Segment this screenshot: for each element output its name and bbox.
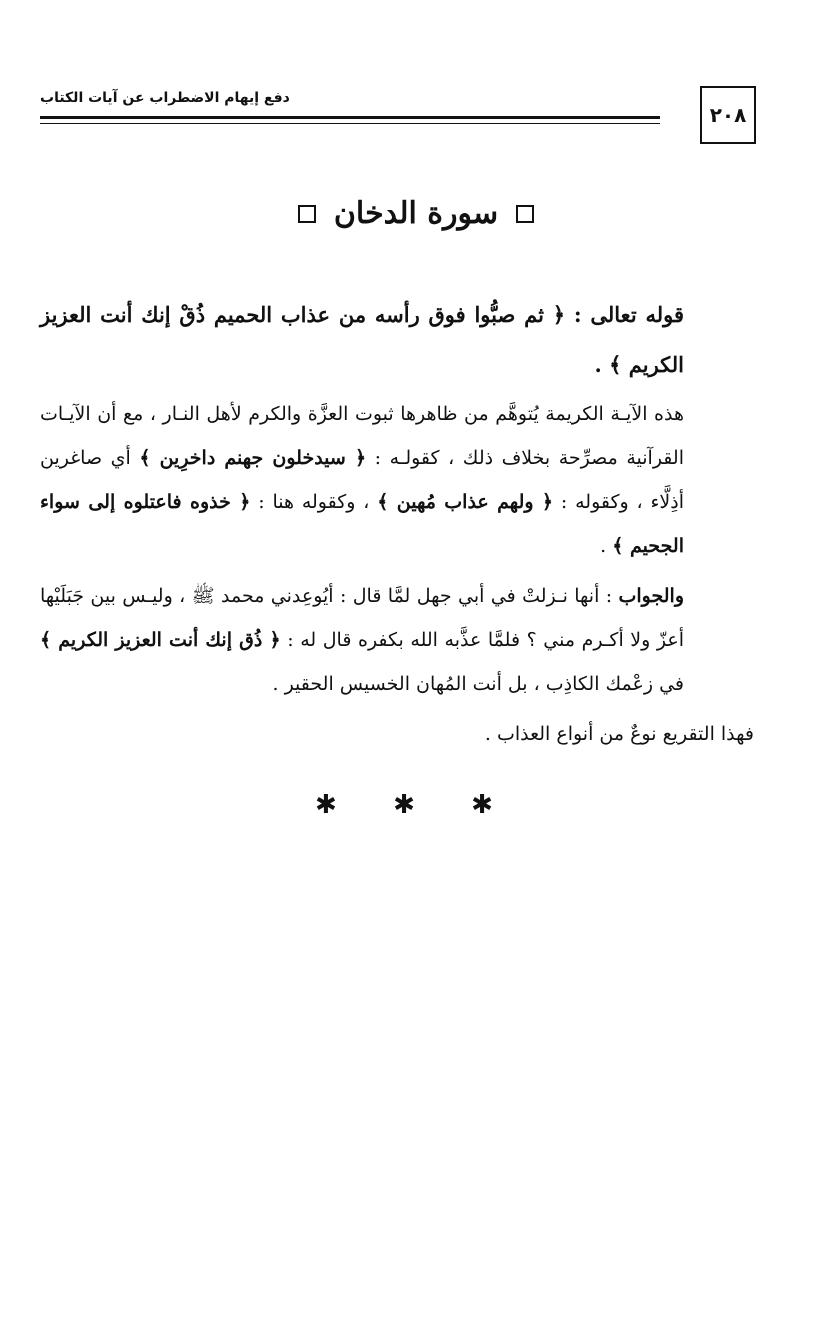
body-text-span: في زعْمك الكاذِب ، بل أنت المُهان الخسيس الحقير .	[272, 673, 684, 695]
paragraph-answer	[40, 574, 754, 706]
quranic-verse: ﴿ ولهم عذاب مُهين ﴾	[377, 491, 554, 513]
body-text-span: .	[600, 535, 613, 557]
square-ornament-icon	[298, 205, 316, 223]
conclusion-text: فهذا التقريع نوعٌ من أنواع العذاب .	[484, 723, 754, 745]
quranic-verse: ﴿ خذوه فاعتلوه إلى سواء الجحيم ﴾	[40, 491, 684, 557]
body-text-span: : أنها نـزلتْ في أبي جهل لمَّا قال : أيُوعِدني محمد ﷺ ، وليـس بين جَبَلَيْها أعزّ ولا أكـرم مني ؟ فلمَّا عذَّبه الله بكفره قال له :	[40, 585, 684, 651]
sura-title: سورة الدخان	[333, 196, 499, 231]
end-text: .	[594, 352, 610, 377]
section-separator: ✱ ✱ ✱	[315, 790, 517, 820]
body-text-span: ، وكقوله هنا :	[250, 491, 378, 513]
running-title: دفع إيهام الاضطراب عن آيات الكتاب	[40, 90, 290, 106]
header-rule-thin	[40, 123, 660, 124]
paragraph-question	[40, 392, 754, 568]
quranic-verse: ﴿ سيدخلون جهنم داخرِين ﴾	[139, 447, 367, 469]
page-number-box	[700, 86, 756, 144]
paragraph-conclusion	[40, 712, 754, 756]
square-ornament-icon	[516, 205, 534, 223]
body-text-span: هذه الآيـة الكريمة يُتوهَّم من ظاهرها ثبوت العزَّة والكرم لأهل النـار ، مع أن الآيـات القرآنية مصرِّحة بخلاف ذلك ، كقولـه :	[40, 403, 684, 469]
header-rule-thick	[40, 116, 660, 119]
answer-label: والجواب	[618, 585, 684, 607]
intro-text: قوله تعالى :	[565, 302, 684, 327]
body-text	[40, 290, 754, 762]
body-text-span: أي صاغرين أذِلَّاء ، وكقوله :	[40, 447, 685, 513]
page-number: ٢٠٨	[709, 103, 747, 127]
sura-heading	[0, 196, 832, 231]
paragraph-verse-intro	[40, 290, 754, 390]
quranic-verse: ﴿ ثم صبُّوا فوق رأسه من عذاب الحميم ذُقْ إنك أنت العزيز الكريم ﴾	[40, 302, 684, 377]
quranic-verse: ﴿ ذُق إنك أنت العزيز الكريم ﴾	[40, 629, 281, 651]
